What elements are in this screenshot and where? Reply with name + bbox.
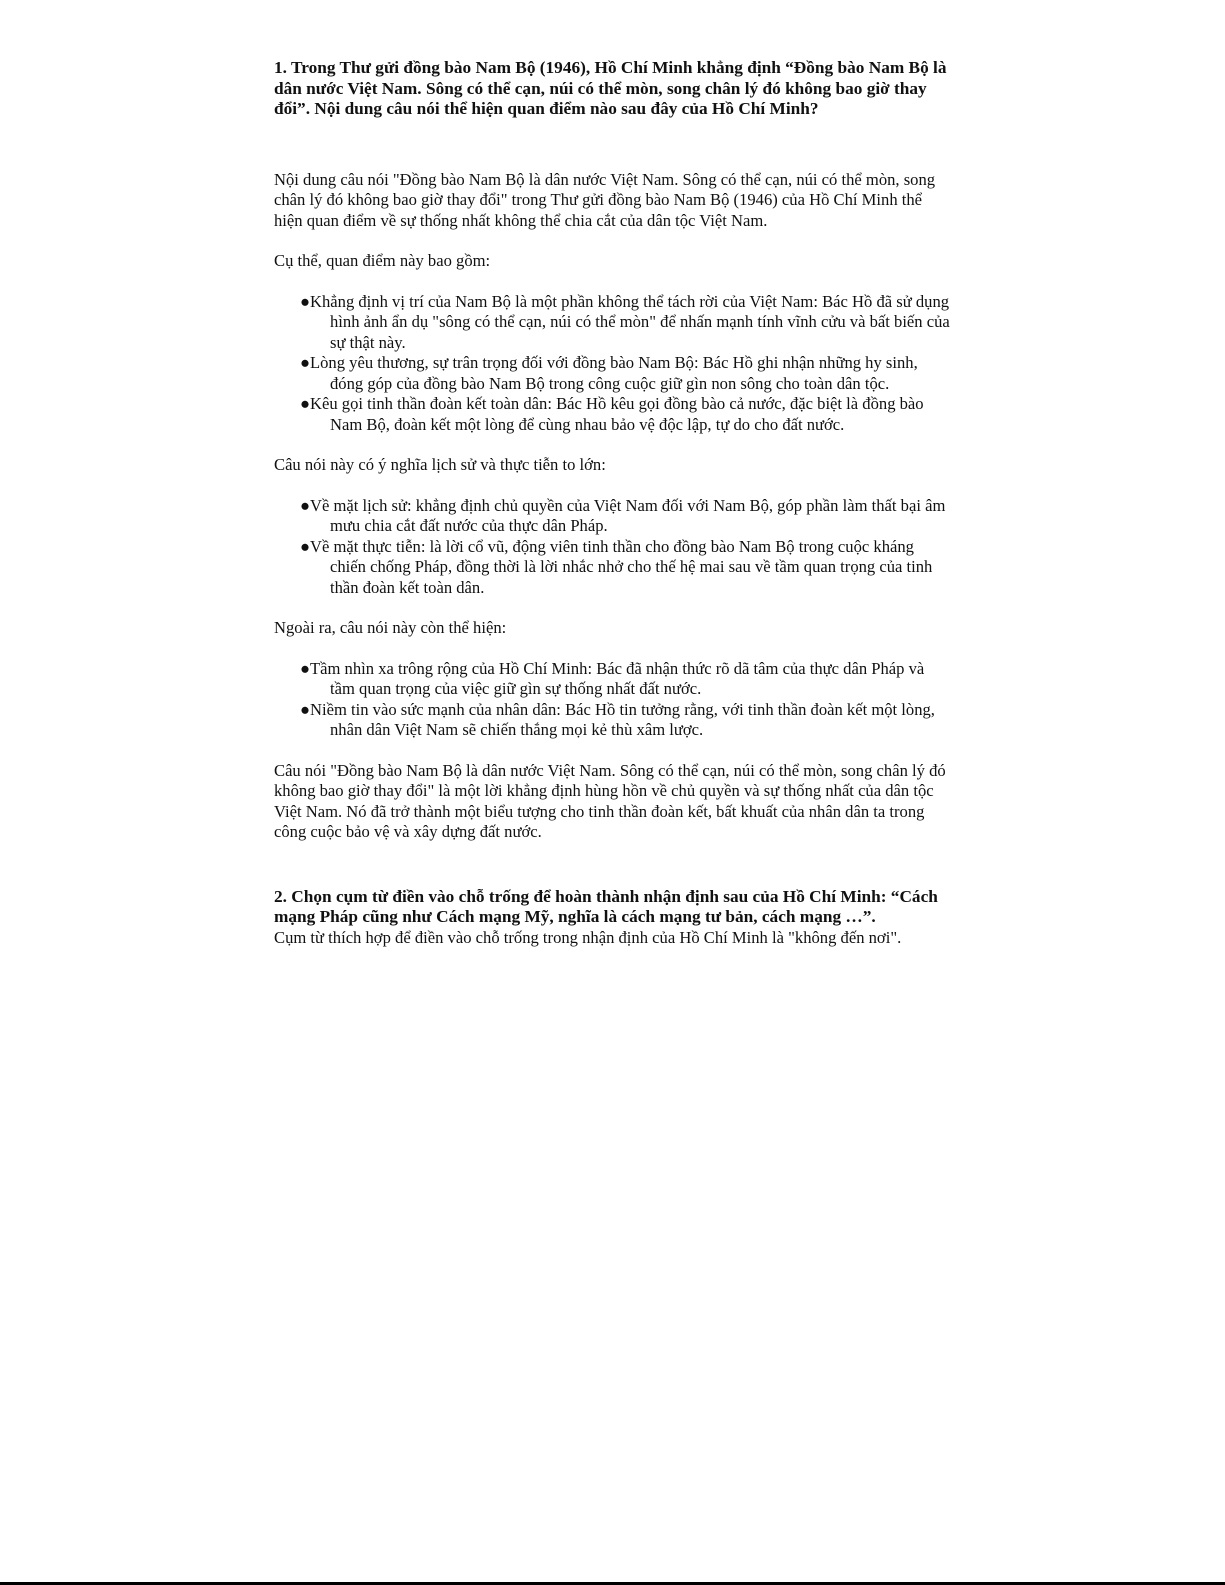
question-1-title: 1. Trong Thư gửi đồng bào Nam Bộ (1946), Hồ Chí Minh khẳng định “Đồng bào Nam Bộ là dân nước Việt Nam. Sông có thể cạn, núi có thể mòn, song chân lý đó không bao giờ thay đổi”. Nội dung câu nói thể hiện quan điểm nào sau đây của Hồ Chí Minh? <box>274 58 947 118</box>
list-item: ●Niềm tin vào sức mạnh của nhân dân: Bác Hồ tin tưởng rằng, với tinh thần đoàn kết một lòng, nhân dân Việt Nam sẽ chiến thắng mọi kẻ thù xâm lược. <box>300 699 935 739</box>
extra-list <box>274 659 950 741</box>
bullet-icon: ● <box>300 495 311 515</box>
specific-lead: Cụ thể, quan điểm này bao gồm: <box>274 251 491 270</box>
list-item: ●Khẳng định vị trí của Nam Bộ là một phần không thể tách rời của Việt Nam: Bác Hồ đã sử dụng hình ảnh ẩn dụ "sông có thể cạn, núi có thể mòn" để nhấn mạnh tính vĩnh cửu và bất biến của sự thật này. <box>300 291 950 352</box>
bullet-icon: ● <box>300 658 311 678</box>
bullet-icon: ● <box>300 699 311 719</box>
bullet-icon: ● <box>300 536 311 556</box>
document-page <box>274 58 950 948</box>
list-item: ●Tầm nhìn xa trông rộng của Hồ Chí Minh: Bác đã nhận thức rõ dã tâm của thực dân Pháp và tầm quan trọng của việc giữ gìn sự thống nhất đất nước. <box>300 658 925 698</box>
bullet-icon: ● <box>300 394 311 413</box>
question-2-title: 2. Chọn cụm từ điền vào chỗ trống để hoàn thành nhận định sau của Hồ Chí Minh: “Cách mạng Pháp cũng như Cách mạng Mỹ, nghĩa là cách mạng tư bản, cách mạng …”. <box>274 886 938 926</box>
question-2-answer: Cụm từ thích hợp để điền vào chỗ trống trong nhận định của Hồ Chí Minh là "không đến nơi". <box>274 927 902 947</box>
meaning-lead: Câu nói này có ý nghĩa lịch sử và thực tiễn to lớn: <box>274 455 606 474</box>
bullet-icon: ● <box>300 353 311 372</box>
specific-list <box>274 292 950 436</box>
list-item: ●Lòng yêu thương, sự trân trọng đối với đồng bào Nam Bộ: Bác Hồ ghi nhận những hy sinh, đóng góp của đồng bào Nam Bộ trong công cuộc giữ gìn non sông cho toàn dân tộc. <box>300 353 918 393</box>
meaning-list <box>274 496 950 599</box>
list-item: ●Về mặt lịch sử: khẳng định chủ quyền của Việt Nam đối với Nam Bộ, góp phần làm thất bại âm mưu chia cắt đất nước của thực dân Pháp. <box>300 495 946 535</box>
question-1-intro: Nội dung câu nói "Đồng bào Nam Bộ là dân nước Việt Nam. Sông có thể cạn, núi có thể mòn, song chân lý đó không bao giờ thay đổi" trong Thư gửi đồng bào Nam Bộ (1946) của Hồ Chí Minh thể hiện quan điểm về sự thống nhất không thể chia cắt của dân tộc Việt Nam. <box>274 169 936 230</box>
list-item: ●Kêu gọi tinh thần đoàn kết toàn dân: Bác Hồ kêu gọi đồng bào cả nước, đặc biệt là đồng bào Nam Bộ, đoàn kết một lòng để cùng nhau bảo vệ độc lập, tự do cho đất nước. <box>300 394 924 434</box>
bullet-icon: ● <box>300 291 311 311</box>
question-1-conclusion: Câu nói "Đồng bào Nam Bộ là dân nước Việt Nam. Sông có thể cạn, núi có thể mòn, song chân lý đó không bao giờ thay đổi" là một lời khẳng định hùng hồn về chủ quyền và sự thống nhất của dân tộc Việt Nam. Nó đã trở thành một biểu tượng cho tinh thần đoàn kết, bất khuất của nhân dân ta trong công cuộc bảo vệ và xây dựng đất nước. <box>274 760 946 841</box>
list-item: ●Về mặt thực tiễn: là lời cổ vũ, động viên tinh thần cho đồng bào Nam Bộ trong cuộc kháng chiến chống Pháp, đồng thời là lời nhắc nhở cho thế hệ mai sau về tầm quan trọng của tinh thần đoàn kết toàn dân. <box>300 536 933 597</box>
extra-lead: Ngoài ra, câu nói này còn thể hiện: <box>274 618 507 637</box>
